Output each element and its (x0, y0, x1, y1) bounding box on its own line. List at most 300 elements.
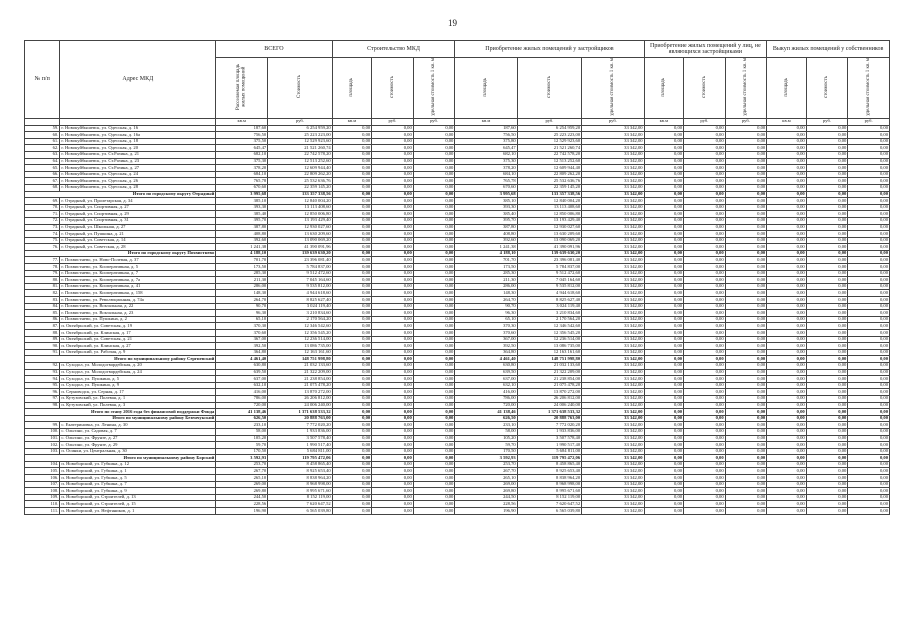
developers-unit-cost: 33 342,00 (582, 494, 644, 501)
buyout-area: 0,00 (767, 494, 807, 501)
non-developers-cost: 0,00 (684, 310, 726, 317)
buyout-area: 0,00 (767, 125, 807, 132)
buyout-area: 0,00 (767, 508, 807, 515)
total-area: 59,70 (216, 442, 268, 449)
construction-cost: 0,00 (372, 389, 414, 396)
table-row (25, 303, 890, 310)
developers-area: 286,00 (455, 283, 517, 290)
total-cost: 133 357 338,56 (268, 191, 332, 198)
non-developers-unit-cost: 0,00 (725, 158, 767, 165)
developers-unit-cost: 33 342,00 (582, 211, 644, 218)
non-developers-unit-cost: 0,00 (725, 389, 767, 396)
construction-area: 0,00 (332, 494, 372, 501)
developers-unit-cost: 33 342,00 (582, 369, 644, 376)
row-address: п. Суходол, ул. Пушкина, д. 5 (60, 376, 216, 383)
construction-cost: 0,00 (372, 171, 414, 178)
subtotal-row (25, 455, 890, 462)
developers-unit-cost: 33 342,00 (582, 303, 644, 310)
construction-area: 0,00 (332, 382, 372, 389)
buyout-area: 0,00 (767, 145, 807, 152)
buyout-unit-cost: 0,00 (848, 165, 890, 172)
buyout-unit-cost: 0,00 (848, 125, 890, 132)
buyout-area: 0,00 (767, 171, 807, 178)
buyout-cost: 0,00 (806, 409, 848, 416)
table-row (25, 362, 890, 369)
developers-unit-cost: 33 342,00 (582, 402, 644, 409)
developers-area: 105,20 (455, 435, 517, 442)
table-row (25, 264, 890, 271)
row-address: п. Серноводск, ул. Серная, д. 17 (60, 389, 216, 396)
total-area: 4 461,40 (216, 356, 268, 363)
developers-area: 385,10 (455, 198, 517, 205)
construction-area: 0,00 (332, 178, 372, 185)
buyout-area: 0,00 (767, 448, 807, 455)
construction-unit-cost: 0,00 (413, 323, 455, 330)
table-row (25, 151, 890, 158)
construction-unit-cost: 0,00 (413, 442, 455, 449)
row-address: г. Новокуйбышевск, ул. Одесская, д. 28 (60, 184, 216, 191)
construction-cost: 0,00 (372, 204, 414, 211)
unit-cell: руб. (684, 118, 726, 125)
non-developers-area: 0,00 (644, 494, 684, 501)
construction-cost: 0,00 (372, 422, 414, 429)
total-area: 387,80 (216, 224, 268, 231)
construction-unit-cost: 0,00 (413, 204, 455, 211)
row-index: 63. (25, 151, 60, 158)
non-developers-unit-cost: 0,00 (725, 310, 767, 317)
developers-unit-cost: 33 342,00 (582, 250, 644, 257)
total-area: 385,10 (216, 198, 268, 205)
non-developers-area: 0,00 (644, 138, 684, 145)
row-address: г. Новокуйбышевск, ул. Ст.Разина, д. 23 (60, 158, 216, 165)
developers-area: 385,40 (455, 211, 517, 218)
developers-area: 269,80 (455, 488, 517, 495)
developers-unit-cost: 33 342,00 (582, 290, 644, 297)
row-address: г. Похвистнево, ул. Пушкина, д. 2 (60, 316, 216, 323)
table-row (25, 343, 890, 350)
total-area: 233,10 (216, 422, 268, 429)
non-developers-area: 0,00 (644, 165, 684, 172)
developers-unit-cost: 33 342,00 (582, 125, 644, 132)
buyout-unit-cost: 0,00 (848, 494, 890, 501)
buyout-cost: 0,00 (806, 145, 848, 152)
construction-unit-cost: 0,00 (413, 145, 455, 152)
construction-unit-cost: 0,00 (413, 297, 455, 304)
total-cost: 12 236 514,00 (268, 336, 332, 343)
row-index: 99. (25, 422, 60, 429)
non-developers-cost: 0,00 (684, 428, 726, 435)
buyout-cost: 0,00 (806, 330, 848, 337)
buyout-area: 0,00 (767, 501, 807, 508)
table-row (25, 158, 890, 165)
buyout-unit-cost: 0,00 (848, 448, 890, 455)
construction-area: 0,00 (332, 481, 372, 488)
buyout-area: 0,00 (767, 428, 807, 435)
row-address: г. Отрадный, ул. Спортивная, д. 27 (60, 204, 216, 211)
non-developers-unit-cost: 0,00 (725, 237, 767, 244)
construction-area: 0,00 (332, 343, 372, 350)
developers-unit-cost: 33 342,00 (582, 316, 644, 323)
construction-cost: 0,00 (372, 356, 414, 363)
construction-cost: 0,00 (372, 244, 414, 251)
non-developers-unit-cost: 0,00 (725, 481, 767, 488)
non-developers-unit-cost: 0,00 (725, 356, 767, 363)
subheader-non-developers-1: стоимость (684, 58, 726, 119)
row-address: п. Новоборский, ул. Строителей, д. 15 (60, 501, 216, 508)
buyout-area: 0,00 (767, 455, 807, 462)
construction-area: 0,00 (332, 488, 372, 495)
construction-cost: 0,00 (372, 488, 414, 495)
non-developers-unit-cost: 0,00 (725, 316, 767, 323)
non-developers-cost: 0,00 (684, 494, 726, 501)
construction-cost: 0,00 (372, 402, 414, 409)
construction-cost: 0,00 (372, 415, 414, 422)
total-cost: 21 238 854,00 (268, 376, 332, 383)
developers-area: 267,70 (455, 468, 517, 475)
construction-cost: 0,00 (372, 211, 414, 218)
non-developers-cost: 0,00 (684, 204, 726, 211)
buyout-unit-cost: 0,00 (848, 217, 890, 224)
non-developers-unit-cost: 0,00 (725, 244, 767, 251)
subheader-buyout-0: площадь (767, 58, 807, 119)
non-developers-cost: 0,00 (684, 277, 726, 284)
developers-cost: 6 254 959,20 (517, 125, 581, 132)
developers-area: 378,20 (455, 165, 517, 172)
non-developers-cost: 0,00 (684, 415, 726, 422)
non-developers-unit-cost: 0,00 (725, 198, 767, 205)
non-developers-cost: 0,00 (684, 250, 726, 257)
construction-area: 0,00 (332, 204, 372, 211)
developers-cost: 25 223 223,00 (517, 132, 581, 139)
developers-unit-cost: 33 342,00 (582, 257, 644, 264)
developers-area: 285,30 (455, 270, 517, 277)
construction-unit-cost: 0,00 (413, 264, 455, 271)
non-developers-unit-cost: 0,00 (725, 290, 767, 297)
total-cost: 12 356 545,20 (268, 330, 332, 337)
non-developers-area: 0,00 (644, 488, 684, 495)
non-developers-area: 0,00 (644, 224, 684, 231)
non-developers-cost: 0,00 (684, 171, 726, 178)
buyout-unit-cost: 0,00 (848, 422, 890, 429)
non-developers-cost: 0,00 (684, 448, 726, 455)
construction-cost: 0,00 (372, 277, 414, 284)
developers-area: 196,90 (455, 508, 517, 515)
subheader-construction-2: удельная стоимость 1 кв. м (413, 58, 455, 119)
non-developers-cost: 0,00 (684, 132, 726, 139)
developers-area: 4 188,10 (455, 250, 517, 257)
total-area: 4 188,10 (216, 250, 268, 257)
subheader-construction-1: стоимость (372, 58, 414, 119)
total-cost: 1 990 517,40 (268, 442, 332, 449)
total-area: 701,70 (216, 257, 268, 264)
table-row (25, 145, 890, 152)
buyout-cost: 0,00 (806, 316, 848, 323)
total-cost: 21 322 209,00 (268, 369, 332, 376)
row-address: п. Октябрьский, ул. Клинская, д. 27 (60, 343, 216, 350)
developers-cost: 13 086 735,00 (517, 343, 581, 350)
developers-area: 375,30 (455, 158, 517, 165)
construction-cost: 0,00 (372, 125, 414, 132)
construction-unit-cost: 0,00 (413, 250, 455, 257)
construction-area: 0,00 (332, 151, 372, 158)
non-developers-area: 0,00 (644, 349, 684, 356)
construction-unit-cost: 0,00 (413, 376, 455, 383)
non-developers-area: 0,00 (644, 158, 684, 165)
non-developers-unit-cost: 0,00 (725, 435, 767, 442)
row-index: 61. (25, 138, 60, 145)
buyout-cost: 0,00 (806, 158, 848, 165)
construction-area: 0,00 (332, 303, 372, 310)
non-developers-unit-cost: 0,00 (725, 257, 767, 264)
developers-unit-cost: 33 342,00 (582, 198, 644, 205)
total-cost: 8 968 998,00 (268, 481, 332, 488)
buyout-cost: 0,00 (806, 481, 848, 488)
total-cost: 13 086 735,00 (268, 343, 332, 350)
row-index: 88. (25, 330, 60, 337)
buyout-unit-cost: 0,00 (848, 191, 890, 198)
non-developers-cost: 0,00 (684, 356, 726, 363)
construction-area: 0,00 (332, 270, 372, 277)
buyout-area: 0,00 (767, 369, 807, 376)
developers-area: 701,70 (455, 257, 517, 264)
non-developers-unit-cost: 0,00 (725, 283, 767, 290)
non-developers-unit-cost: 0,00 (725, 349, 767, 356)
non-developers-cost: 0,00 (684, 184, 726, 191)
total-area: 65,10 (216, 316, 268, 323)
developers-unit-cost: 33 342,00 (582, 184, 644, 191)
buyout-cost: 0,00 (806, 448, 848, 455)
buyout-area: 0,00 (767, 283, 807, 290)
unit-cell: кв.м (216, 118, 268, 125)
developers-area: 170,50 (455, 448, 517, 455)
buyout-area: 0,00 (767, 343, 807, 350)
developers-area: 639,50 (455, 369, 517, 376)
developers-area: 370,30 (455, 323, 517, 330)
construction-area: 0,00 (332, 395, 372, 402)
row-address: г. Отрадный, ул. Спортивная, д. 31 (60, 217, 216, 224)
non-developers-area: 0,00 (644, 389, 684, 396)
row-address: г. Новокуйбышевск, ул. Одесская, д. 16а (60, 132, 216, 139)
construction-unit-cost: 0,00 (413, 409, 455, 416)
construction-cost: 0,00 (372, 343, 414, 350)
non-developers-area: 0,00 (644, 244, 684, 251)
buyout-area: 0,00 (767, 323, 807, 330)
developers-cost: 119 795 472,06 (517, 455, 581, 462)
row-address: г. Похвистнево, ул. Вокзальная, д. 22 (60, 303, 216, 310)
buyout-unit-cost: 0,00 (848, 178, 890, 185)
non-developers-area: 0,00 (644, 211, 684, 218)
developers-area: 370,60 (455, 330, 517, 337)
total-area: 392,50 (216, 343, 268, 350)
construction-cost: 0,00 (372, 264, 414, 271)
construction-cost: 0,00 (372, 151, 414, 158)
construction-cost: 0,00 (372, 231, 414, 238)
developers-cost: 12 346 542,60 (517, 323, 581, 330)
table-row (25, 224, 890, 231)
developers-unit-cost: 33 342,00 (582, 343, 644, 350)
non-developers-area: 0,00 (644, 250, 684, 257)
total-cost: 13 090 069,20 (268, 237, 332, 244)
total-cost: 2 170 564,20 (268, 316, 332, 323)
developers-area: 630,80 (455, 362, 517, 369)
total-cost: 24 006 240,00 (268, 402, 332, 409)
table-row (25, 422, 890, 429)
buyout-unit-cost: 0,00 (848, 290, 890, 297)
developers-unit-cost: 33 342,00 (582, 145, 644, 152)
developers-cost: 21 238 854,00 (517, 376, 581, 383)
construction-area: 0,00 (332, 369, 372, 376)
buyout-area: 0,00 (767, 303, 807, 310)
buyout-area: 0,00 (767, 224, 807, 231)
construction-cost: 0,00 (372, 501, 414, 508)
developers-area: 364,80 (455, 349, 517, 356)
construction-cost: 0,00 (372, 178, 414, 185)
buyout-unit-cost: 0,00 (848, 316, 890, 323)
table-row (25, 468, 890, 475)
buyout-cost: 0,00 (806, 231, 848, 238)
construction-cost: 0,00 (372, 270, 414, 277)
developers-cost: 3 210 834,60 (517, 310, 581, 317)
row-address: с. Екатериновка, ул. Ленина, д. 30 (60, 422, 216, 429)
buyout-unit-cost: 0,00 (848, 369, 890, 376)
non-developers-area: 0,00 (644, 395, 684, 402)
units-row (25, 118, 890, 125)
buyout-unit-cost: 0,00 (848, 231, 890, 238)
buyout-unit-cost: 0,00 (848, 297, 890, 304)
developers-unit-cost: 33 342,00 (582, 455, 644, 462)
row-index: 107. (25, 481, 60, 488)
table-row (25, 310, 890, 317)
developers-cost: 3 024 119,40 (517, 303, 581, 310)
non-developers-cost: 0,00 (684, 244, 726, 251)
non-developers-unit-cost: 0,00 (725, 217, 767, 224)
non-developers-area: 0,00 (644, 184, 684, 191)
non-developers-area: 0,00 (644, 283, 684, 290)
construction-cost: 0,00 (372, 310, 414, 317)
construction-area: 0,00 (332, 349, 372, 356)
buyout-cost: 0,00 (806, 395, 848, 402)
subtotal-label: Итого по городскому округу Отрадный (25, 191, 216, 198)
row-address: г. Новокуйбышевск, ул. Одесская, д. 16 (60, 125, 216, 132)
table-row (25, 428, 890, 435)
construction-cost: 0,00 (372, 217, 414, 224)
subheader-developers-0: площадь (455, 58, 517, 119)
buyout-area: 0,00 (767, 138, 807, 145)
developers-area: 1 241,38 (455, 244, 517, 251)
buyout-unit-cost: 0,00 (848, 323, 890, 330)
developers-unit-cost: 33 342,00 (582, 165, 644, 172)
developers-cost: 2 170 564,20 (517, 316, 581, 323)
developers-unit-cost: 33 342,00 (582, 297, 644, 304)
row-address: г. Отрадный, ул. Советская, д. 28 (60, 244, 216, 251)
developers-area: 682,10 (455, 151, 517, 158)
total-cost: 22 359 145,20 (268, 184, 332, 191)
table-row (25, 508, 890, 515)
construction-unit-cost: 0,00 (413, 402, 455, 409)
construction-unit-cost: 0,00 (413, 277, 455, 284)
row-index: 94. (25, 376, 60, 383)
row-index: 87. (25, 323, 60, 330)
developers-unit-cost: 33 342,00 (582, 231, 644, 238)
buyout-cost: 0,00 (806, 250, 848, 257)
construction-cost: 0,00 (372, 303, 414, 310)
construction-area: 0,00 (332, 428, 372, 435)
header-group-construction: Строительство МКД (332, 41, 455, 58)
non-developers-unit-cost: 0,00 (725, 171, 767, 178)
developers-unit-cost: 33 342,00 (582, 362, 644, 369)
non-developers-area: 0,00 (644, 402, 684, 409)
construction-area: 0,00 (332, 376, 372, 383)
total-cost: 119 795 472,06 (268, 455, 332, 462)
non-developers-area: 0,00 (644, 409, 684, 416)
subtotal-label: Итого по муниципальному району Сергиевский (25, 356, 216, 363)
construction-area: 0,00 (332, 402, 372, 409)
subtotal-row (25, 415, 890, 422)
buyout-cost: 0,00 (806, 191, 848, 198)
developers-area: 4 461,40 (455, 356, 517, 363)
row-index: 80. (25, 277, 60, 284)
developers-unit-cost: 33 342,00 (582, 336, 644, 343)
construction-cost: 0,00 (372, 330, 414, 337)
row-address: г. Похвистнево, ул. Кооперативная, д. 7 (60, 270, 216, 277)
developers-cost: 20 888 763,00 (517, 415, 581, 422)
non-developers-cost: 0,00 (684, 382, 726, 389)
non-developers-cost: 0,00 (684, 376, 726, 383)
buyout-area: 0,00 (767, 257, 807, 264)
table-row (25, 290, 890, 297)
total-cost: 8 458 865,40 (268, 461, 332, 468)
non-developers-cost: 0,00 (684, 217, 726, 224)
total-area: 392,60 (216, 237, 268, 244)
total-cost: 22 742 578,20 (268, 151, 332, 158)
developers-area: 416,00 (455, 389, 517, 396)
buyout-unit-cost: 0,00 (848, 171, 890, 178)
non-developers-area: 0,00 (644, 323, 684, 330)
developers-unit-cost: 33 342,00 (582, 468, 644, 475)
developers-area: 392,60 (455, 237, 517, 244)
developers-area: 233,10 (455, 422, 517, 429)
buyout-cost: 0,00 (806, 494, 848, 501)
construction-area: 0,00 (332, 231, 372, 238)
non-developers-area: 0,00 (644, 151, 684, 158)
construction-cost: 0,00 (372, 158, 414, 165)
buyout-area: 0,00 (767, 488, 807, 495)
developers-cost: 3 507 578,40 (517, 435, 581, 442)
developers-cost: 25 532 636,76 (517, 178, 581, 185)
row-address: г. Похвистнево, ул. Революционная, д. 74а (60, 297, 216, 304)
developers-area: 637,00 (455, 376, 517, 383)
developers-cost: 12 850 006,80 (517, 211, 581, 218)
developers-area: 632,10 (455, 382, 517, 389)
buyout-unit-cost: 0,00 (848, 356, 890, 363)
buyout-cost: 0,00 (806, 422, 848, 429)
non-developers-unit-cost: 0,00 (725, 422, 767, 429)
total-cost: 25 223 223,00 (268, 132, 332, 139)
buyout-area: 0,00 (767, 165, 807, 172)
buyout-cost: 0,00 (806, 171, 848, 178)
row-address: с. Ольгино, ул. Фрунзе, д. 29 (60, 442, 216, 449)
developers-cost: 13 193 429,40 (517, 217, 581, 224)
row-index: 109. (25, 494, 60, 501)
developers-cost: 21 322 209,00 (517, 369, 581, 376)
construction-unit-cost: 0,00 (413, 191, 455, 198)
row-address: п. Новоборский, ул. Губкина, д. 7 (60, 481, 216, 488)
construction-area: 0,00 (332, 316, 372, 323)
developers-unit-cost: 33 342,00 (582, 191, 644, 198)
developers-unit-cost: 33 342,00 (582, 283, 644, 290)
table-row (25, 488, 890, 495)
row-address: г. Новокуйбышевск, ул. Ст.Разина, д. 27 (60, 165, 216, 172)
